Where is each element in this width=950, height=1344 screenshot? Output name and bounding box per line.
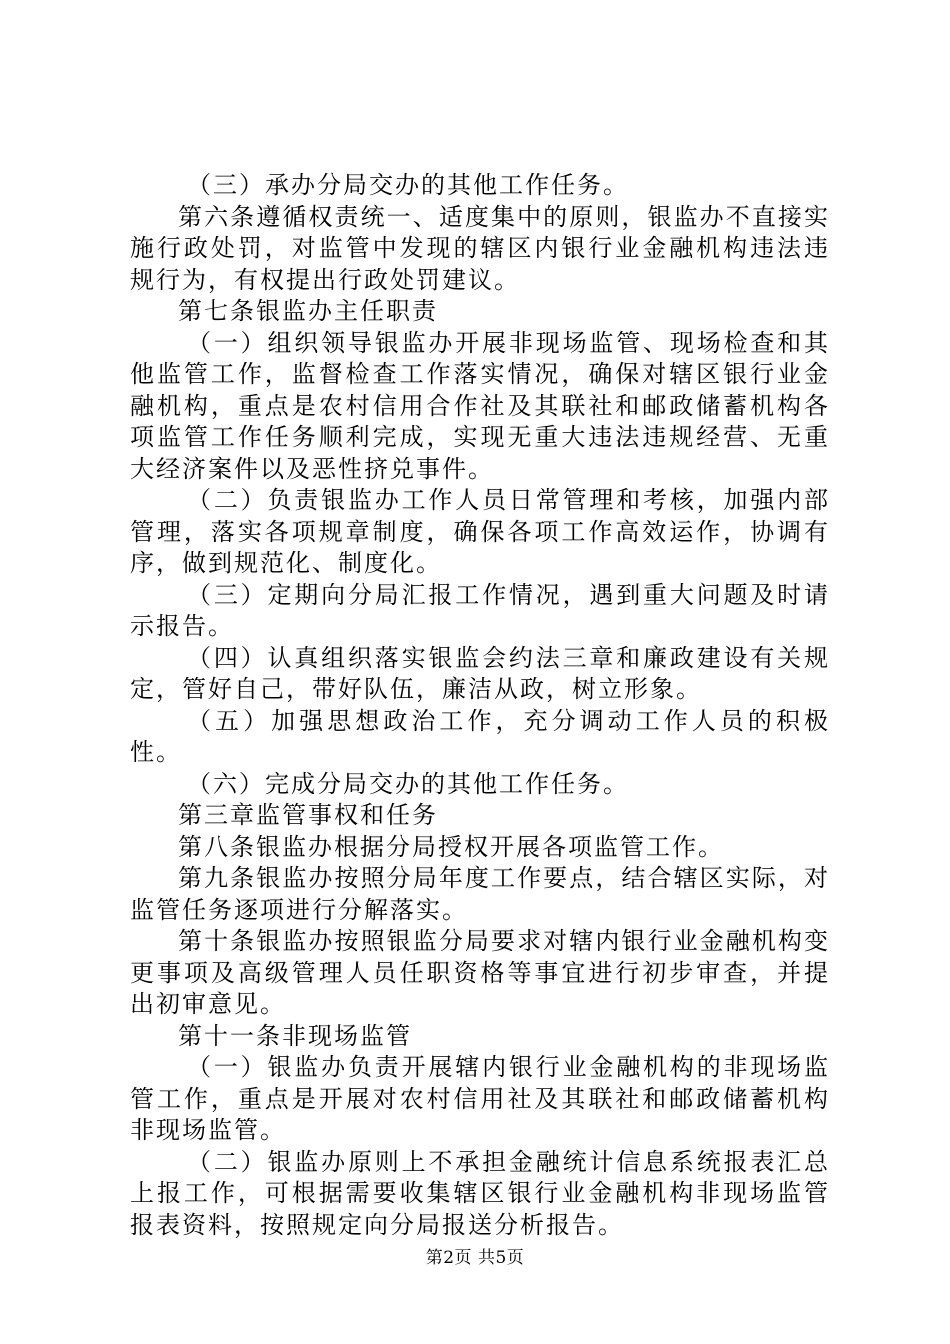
paragraph: （一）组织领导银监办开展非现场监管、现场检查和其他监管工作，监督检查工作落实情况，确保对辖区银行业金融机构，重点是农村信用合作社及其联社和邮政储蓄机构各项监管工作任务顺利完成，实现无重大违法违规经营、无重大经济案件以及恶性挤兑事件。	[130, 328, 830, 483]
paragraph: 第九条银监办按照分局年度工作要点，结合辖区实际，对监管任务逐项进行分解落实。	[130, 864, 830, 924]
page-number-footer: 第2页 共5页	[425, 1248, 525, 1268]
paragraph: 第十一条非现场监管	[178, 1021, 412, 1050]
paragraph: （四）认真组织落实银监会约法三章和廉政建设有关规定，管好自己，带好队伍，廉洁从政，树立形象。	[130, 643, 830, 703]
paragraph: （三）定期向分局汇报工作情况，遇到重大问题及时请示报告。	[130, 580, 830, 640]
paragraph: （六）完成分局交办的其他工作任务。	[187, 769, 629, 798]
paragraph: （二）银监办原则上不承担金融统计信息系统报表汇总上报工作，可根据需要收集辖区银行业金融机构非现场监管报表资料，按照规定向分局报送分析报告。	[130, 1147, 830, 1239]
chapter-heading: 第三章监管事权和任务	[178, 801, 438, 829]
paragraph: 第十条银监办按照银监分局要求对辖内银行业金融机构变更事项及高级管理人员任职资格等事宜进行初步审查，并提出初审意见。	[130, 927, 830, 1018]
document-body	[130, 170, 830, 1241]
paragraph: 第七条银监办主任职责	[178, 297, 438, 325]
paragraph: （三）承办分局交办的其他工作任务。	[187, 171, 629, 199]
paragraph: （五）加强思想政治工作，充分调动工作人员的积极性。	[130, 706, 830, 766]
paragraph: （一）银监办负责开展辖内银行业金融机构的非现场监管工作，重点是开展对农村信用社及其联社和邮政储蓄机构非现场监管。	[130, 1053, 830, 1144]
paragraph: （二）负责银监办工作人员日常管理和考核，加强内部管理，落实各项规章制度，确保各项工作高效运作，协调有序，做到规范化、制度化。	[130, 486, 830, 577]
paragraph: 第六条遵循权责统一、适度集中的原则，银监办不直接实施行政处罚，对监管中发现的辖区内银行业金融机构违法违规行为，有权提出行政处罚建议。	[130, 202, 830, 294]
paragraph: 第八条银监办根据分局授权开展各项监管工作。	[178, 832, 724, 861]
